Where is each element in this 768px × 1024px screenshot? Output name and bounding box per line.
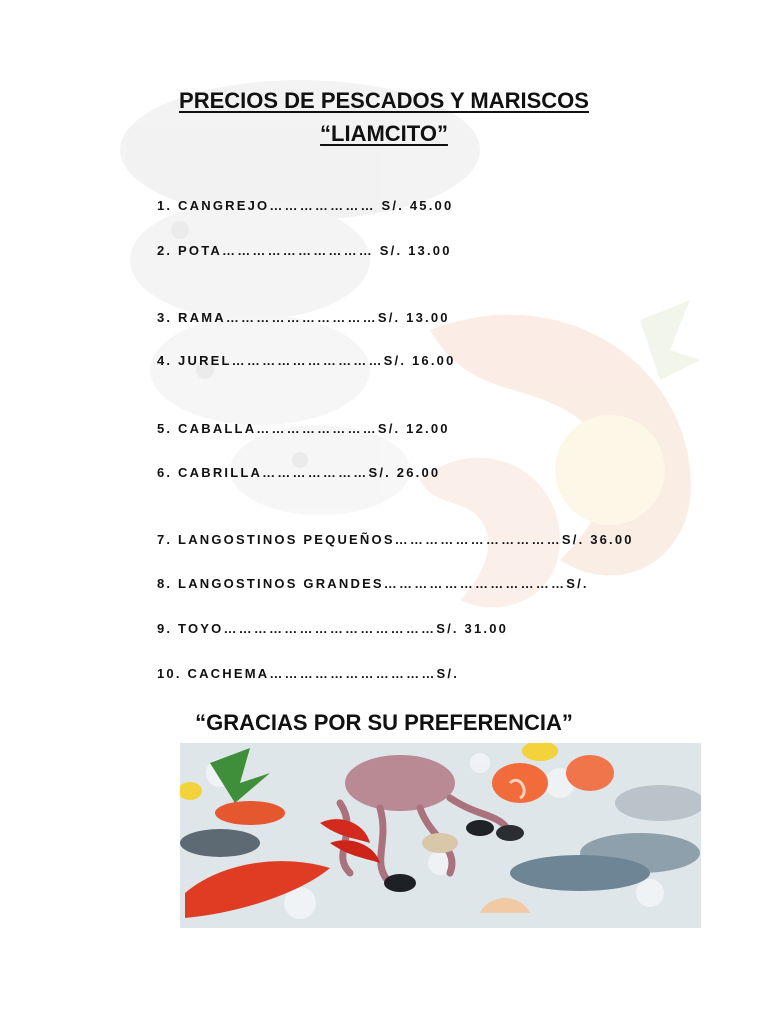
seafood-photo bbox=[180, 743, 701, 928]
price-item-rama: 3. RAMA…………………………S/. 13.00 bbox=[157, 310, 450, 325]
shop-name: “LIAMCITO” bbox=[320, 121, 448, 146]
price-item-caballa: 5. CABALLA……………………S/. 12.00 bbox=[157, 421, 450, 436]
price-item-cangrejo: 1. CANGREJO………………… S/. 45.00 bbox=[157, 198, 454, 213]
price-item-jurel: 4. JUREL…………………………S/. 16.00 bbox=[157, 353, 456, 368]
price-item-cachema: 10. CACHEMA……………………………S/. bbox=[157, 666, 460, 681]
thanks-message: “GRACIAS POR SU PREFERENCIA” bbox=[195, 710, 573, 735]
price-item-pota: 2. POTA………………………… S/. 13.00 bbox=[157, 243, 452, 258]
price-item-toyo: 9. TOYO……………………………………S/. 31.00 bbox=[157, 621, 509, 636]
page-title: PRECIOS DE PESCADOS Y MARISCOS bbox=[179, 88, 589, 113]
price-item-langostinos-grandes: 8. LANGOSTINOS GRANDES………………………………S/. bbox=[157, 576, 589, 591]
price-item-cabrilla: 6. CABRILLA…………………S/. 26.00 bbox=[157, 465, 441, 480]
price-item-langostinos-pequenos: 7. LANGOSTINOS PEQUEÑOS……………………………S/. 36.00 bbox=[157, 532, 634, 547]
